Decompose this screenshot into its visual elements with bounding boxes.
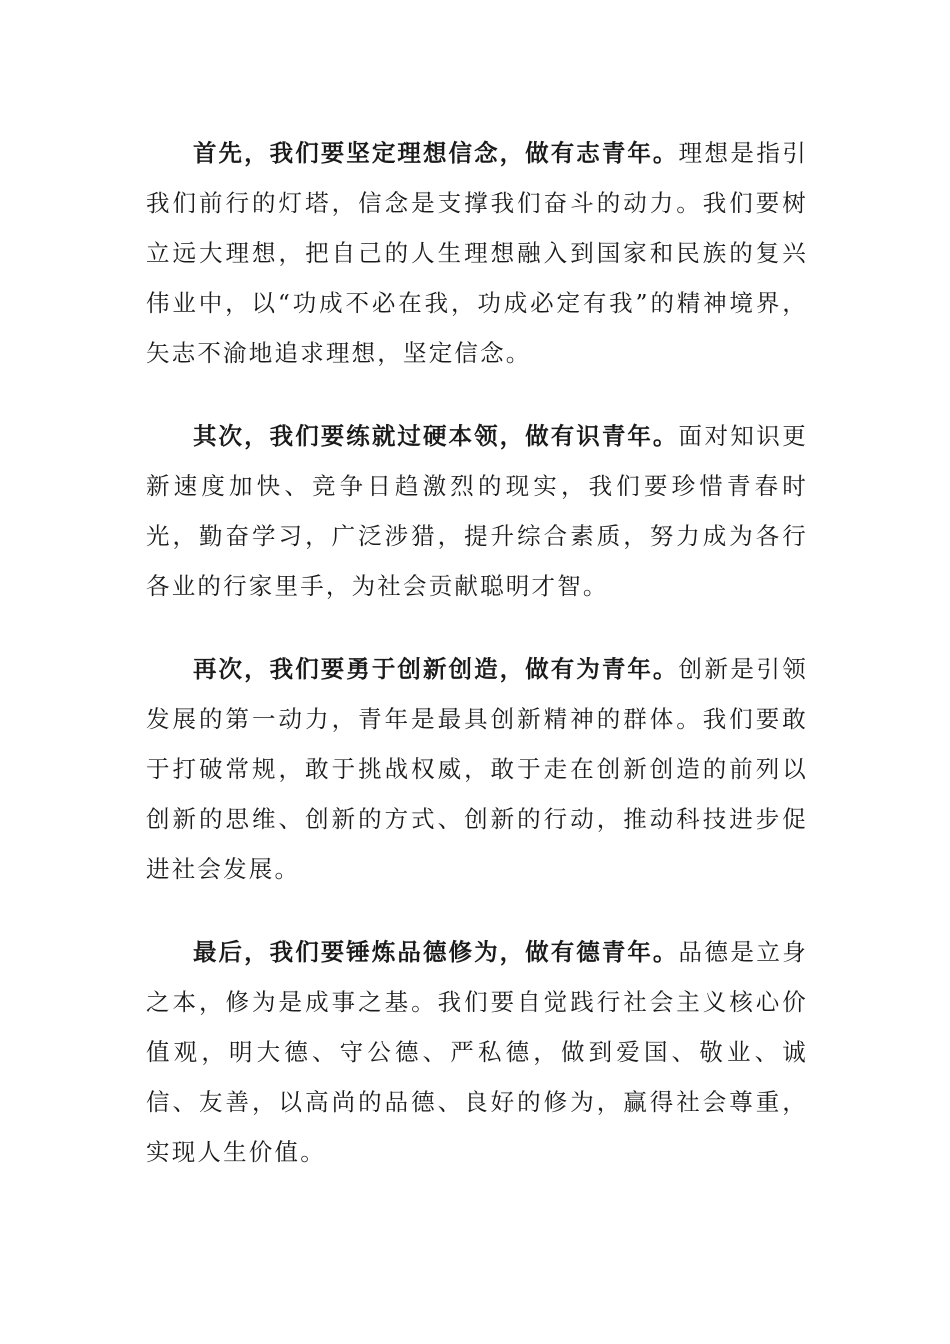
paragraph-lead: 其次，我们要练就过硬本领，做有识青年。: [193, 422, 679, 450]
paragraph-ideals: [146, 128, 808, 378]
document-body: [146, 128, 808, 1210]
paragraph-virtue: [146, 927, 808, 1177]
paragraph-lead: 首先，我们要坚定理想信念，做有志青年。: [193, 139, 679, 167]
paragraph-innovation: [146, 644, 808, 894]
paragraph-text: 面对知识更新速度加快、竞争日趋激烈的现实，我们要珍惜青春时光，勤奋学习，广泛涉猎，提升综合素质，努力成为各行各业的行家里手，为社会贡献聪明才智。: [146, 422, 809, 600]
paragraph-lead: 最后，我们要锤炼品德修为，做有德青年。: [193, 938, 679, 966]
paragraph-text: 理想是指引我们前行的灯塔，信念是支撑我们奋斗的动力。我们要树立远大理想，把自己的人生理想融入到国家和民族的复兴伟业中，以“功成不必在我，功成必定有我”的精神境界，矢志不渝地追求理想，坚定信念。: [146, 139, 809, 367]
paragraph-lead: 再次，我们要勇于创新创造，做有为青年。: [193, 655, 679, 683]
paragraph-text: 创新是引领发展的第一动力，青年是最具创新精神的群体。我们要敢于打破常规，敢于挑战权威，敢于走在创新创造的前列以创新的思维、创新的方式、创新的行动，推动科技进步促进社会发展。: [146, 655, 809, 883]
paragraph-skills: [146, 411, 808, 611]
paragraph-text: 品德是立身之本，修为是成事之基。我们要自觉践行社会主义核心价值观，明大德、守公德、严私德，做到爱国、敬业、诚信、友善，以高尚的品德、良好的修为，赢得社会尊重，实现人生价值。: [146, 938, 809, 1166]
